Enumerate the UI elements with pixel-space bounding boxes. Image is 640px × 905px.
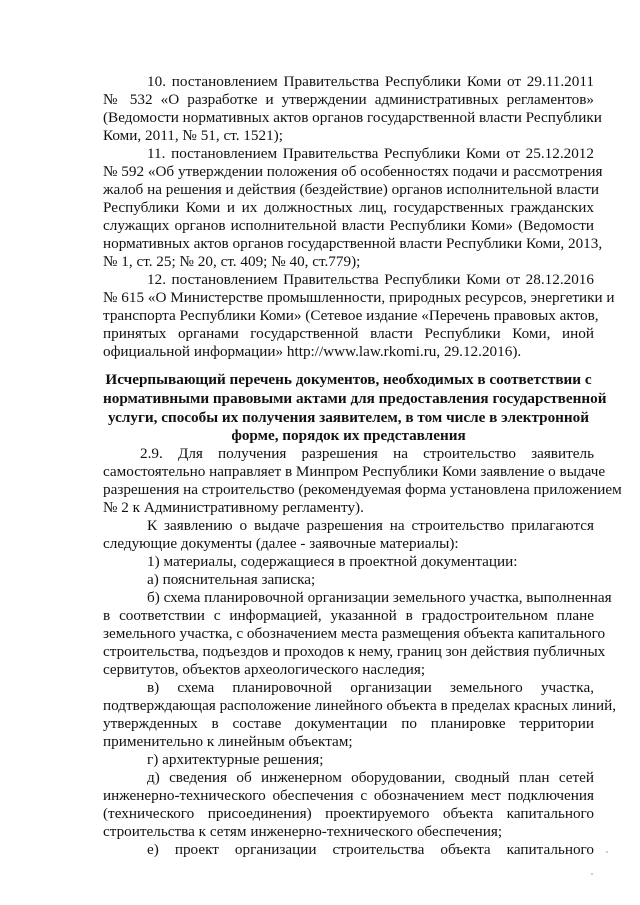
text-line: д) сведения об инженерном оборудовании, сводный план сетей <box>147 769 594 786</box>
text-line: транспорта Республики Коми» (Сетевое издание «Перечень правовых актов, <box>103 307 599 324</box>
text-line: подтверждающая расположение линейного объекта в пределах красных линий, <box>103 697 617 714</box>
text-line: служащих органов исполнительной власти Республики Коми» (Ведомости <box>103 217 594 234</box>
text-line: 1) материалы, содержащиеся в проектной документации: <box>147 553 518 570</box>
text-line: К заявлению о выдаче разрешения на строительство прилагаются <box>147 517 594 534</box>
text-line: в) схема планировочной организации земельного участка, <box>147 679 594 696</box>
text-line: применительно к линейным объектам; <box>103 733 353 750</box>
text-line: б) схема планировочной организации земельного участка, выполненная <box>147 589 612 606</box>
text-line: № 532 «О разработке и утверждении административных регламентов» <box>103 91 594 108</box>
scan-speck <box>606 851 608 853</box>
section-heading-line: услуги, способы их получения заявителем, в том числе в электронной <box>107 409 590 426</box>
text-line: разрешения на строительство (рекомендуемая форма установлена приложением <box>103 481 622 498</box>
text-line: строительства к сетям инженерно-технического обеспечения; <box>103 823 503 840</box>
text-line: принятых органами государственной власти Республики Коми, иной <box>103 325 594 342</box>
text-line: 2.9. Для получения разрешения на строительство заявитель <box>140 445 594 462</box>
text-line: г) архитектурные решения; <box>147 751 324 768</box>
text-line: № 615 «О Министерстве промышленности, природных ресурсов, энергетики и <box>103 289 615 306</box>
text-line: инженерно-технического обеспечения с обозначением мест подключения <box>103 787 594 804</box>
text-line: жалоб на решения и действия (бездействие) органов исполнительной власти <box>103 181 600 198</box>
text-line: в соответствии с информацией, указанной в градостроительном плане <box>103 607 594 624</box>
scan-speck <box>591 873 593 875</box>
text-line: земельного участка, с обозначением места размещения объекта капитального <box>103 625 606 642</box>
section-heading-line: форме, порядок их представления <box>231 427 466 444</box>
text-line: (технического присоединения) проектируемого объекта капитального <box>103 805 594 822</box>
text-line: строительства, подъездов и проходов к нему, границ зон действия публичных <box>103 643 606 660</box>
text-line: Коми, 2011, № 51, ст. 1521); <box>103 127 283 144</box>
text-line: утвержденных в составе документации по планировке территории <box>103 715 594 732</box>
text-line: самостоятельно направляет в Минпром Республики Коми заявление о выдаче <box>103 463 606 480</box>
text-line: следующие документы (далее - заявочные материалы): <box>103 535 459 552</box>
text-line: сервитутов, объектов археологического наследия; <box>103 661 426 678</box>
text-line: 12. постановлением Правительства Республики Коми от 28.12.2016 <box>147 271 594 288</box>
text-line: е) проект организации строительства объекта капитального <box>147 841 594 858</box>
text-line: Республики Коми и их должностных лиц, государственных гражданских <box>103 199 594 216</box>
text-line: 10. постановлением Правительства Республики Коми от 29.11.2011 <box>147 73 594 90</box>
text-line: а) пояснительная записка; <box>147 571 316 588</box>
section-heading-line: нормативными правовыми актами для предоставления государственной <box>103 390 607 407</box>
section-heading-line: Исчерпывающий перечень документов, необходимых в соответствии с <box>105 371 592 388</box>
text-line: (Ведомости нормативных актов органов государственной власти Республики <box>103 109 602 126</box>
text-line: нормативных актов органов государственной власти Республики Коми, 2013, <box>103 235 603 252</box>
text-line: № 2 к Административному регламенту). <box>103 499 364 516</box>
text-line: № 592 «Об утверждении положения об особенностях подачи и рассмотрения <box>103 163 603 180</box>
text-line: № 1, ст. 25; № 20, ст. 409; № 40, ст.779); <box>103 253 361 270</box>
text-line: официальной информации» http://www.law.rkomi.ru, 29.12.2016). <box>103 343 522 360</box>
text-line: 11. постановлением Правительства Республики Коми от 25.12.2012 <box>147 145 594 162</box>
